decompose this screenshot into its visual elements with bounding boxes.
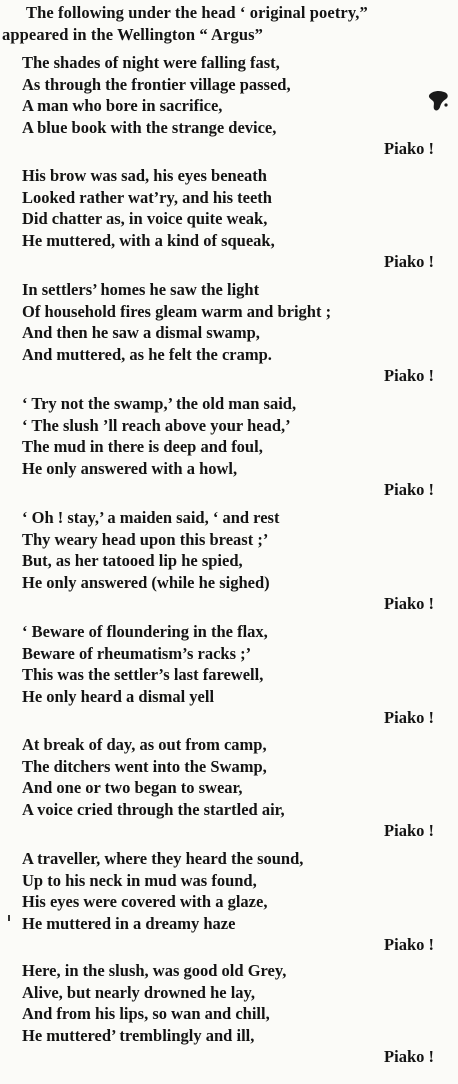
poem-line: He only answered (while he sighed) xyxy=(22,572,270,592)
poem-line: This was the settler’s last farewell, xyxy=(22,665,264,684)
poem-line: And from his lips, so wan and chill, xyxy=(22,1004,270,1023)
stanza-7 xyxy=(22,734,434,842)
poem-line: And one or two began to swear, xyxy=(22,778,243,797)
stanza-3 xyxy=(22,279,434,387)
poem-line: Thy weary head upon this breast ;’ xyxy=(22,529,269,549)
intro-line-1: The following under the head ‘ original poetry,” xyxy=(26,3,368,22)
poem-line: And muttered, as he felt the cramp. xyxy=(22,344,272,364)
poem-line: Looked rather wat’ry, and his teeth xyxy=(22,187,272,207)
poem-line: Here, in the slush, was good old Grey, xyxy=(22,961,287,980)
poem-line: His brow was sad, his eyes beneath xyxy=(22,166,267,185)
poem-line: ‘ The slush ’ll reach above your head,’ xyxy=(22,415,291,435)
poem-line: But, as her tatooed lip he spied, xyxy=(22,551,243,570)
speck-mark xyxy=(7,915,11,921)
refrain: Piako ! xyxy=(384,252,434,271)
refrain: Piako ! xyxy=(384,594,434,613)
refrain: Piako ! xyxy=(384,366,434,385)
poem-line: Did chatter as, in voice quite weak, xyxy=(22,209,268,228)
stanza-4 xyxy=(22,393,434,501)
refrain: Piako ! xyxy=(384,821,434,840)
poem-line: Beware of rheumatism’s racks ;’ xyxy=(22,643,252,663)
refrain: Piako ! xyxy=(384,708,434,727)
stanza-5 xyxy=(22,507,434,615)
refrain: Piako ! xyxy=(384,480,434,499)
poem-line: A voice cried through the startled air, xyxy=(22,799,285,819)
poem-line: A man who bore in sacrifice, xyxy=(22,96,223,115)
poem-line: And then he saw a dismal swamp, xyxy=(22,323,260,342)
poem-line: Of household fires gleam warm and bright ; xyxy=(22,301,332,321)
poem-line: ‘ Try not the swamp,’ the old man said, xyxy=(22,394,297,413)
stanza-1 xyxy=(22,52,434,160)
poem-line: In settlers’ homes he saw the light xyxy=(22,280,260,299)
refrain: Piako ! xyxy=(384,1047,434,1066)
poem-line: A traveller, where they heard the sound, xyxy=(22,849,304,868)
stanza-2 xyxy=(22,165,434,273)
stanza-8 xyxy=(22,848,434,956)
poem-line: He muttered in a dreamy haze xyxy=(22,913,236,933)
intro-line-2: appeared in the Wellington “ Argus” xyxy=(2,25,263,44)
poem-line: Up to his neck in mud was found, xyxy=(22,870,257,890)
stanza-9 xyxy=(22,960,434,1068)
poem-line: Alive, but nearly drowned he lay, xyxy=(22,982,256,1002)
poem-line: He only answered with a howl, xyxy=(22,458,238,478)
poem-line: He muttered, with a kind of squeak, xyxy=(22,230,275,250)
poem-line: His eyes were covered with a glaze, xyxy=(22,892,268,911)
ink-blot-mark xyxy=(424,88,450,114)
poem-line: The shades of night were falling fast, xyxy=(22,53,280,72)
poem-line: At break of day, as out from camp, xyxy=(22,735,267,754)
intro-paragraph xyxy=(2,2,454,46)
poem-line: He only heard a dismal yell xyxy=(22,686,215,706)
poem-line: The ditchers went into the Swamp, xyxy=(22,756,267,776)
poem-line: A blue book with the strange device, xyxy=(22,117,277,137)
refrain: Piako ! xyxy=(384,139,434,158)
poem-line: The mud in there is deep and foul, xyxy=(22,437,263,456)
refrain: Piako ! xyxy=(384,935,434,954)
stanza-6 xyxy=(22,621,434,729)
poem-line: ‘ Oh ! stay,’ a maiden said, ‘ and rest xyxy=(22,508,280,527)
poem-line: ‘ Beware of floundering in the flax, xyxy=(22,622,268,641)
poem-line: He muttered’ tremblingly and ill, xyxy=(22,1025,255,1045)
poem-line: As through the frontier village passed, xyxy=(22,74,291,94)
